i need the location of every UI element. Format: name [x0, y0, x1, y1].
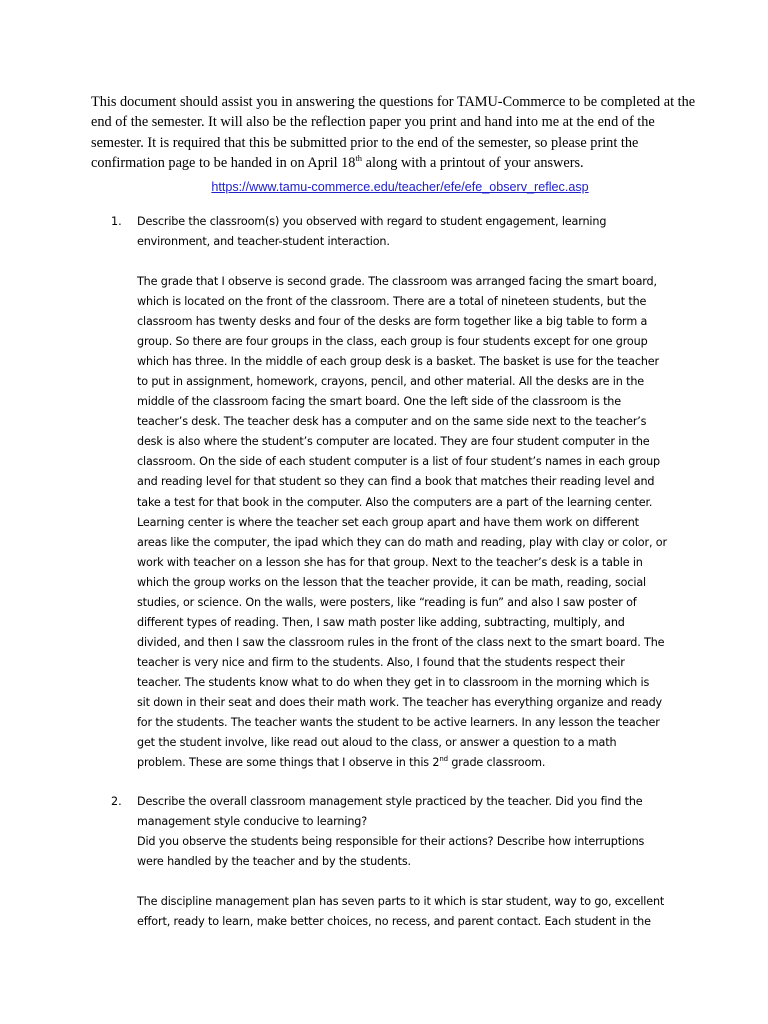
intro-line: semester. It is required that this be submitted prior to the end of the semester, so please print the: [91, 134, 639, 151]
answer-line: classroom has twenty desks and four of the desks are form together like a big table to form a: [137, 315, 648, 329]
answer-line: divided, and then I saw the classroom rules in the front of the class next to the smart board. The: [137, 635, 665, 649]
answer-line: work with teacher on a lesson she has for that group. Next to the teacher’s desk is a table in: [137, 555, 643, 569]
answer-line: The grade that I observe is second grade. The classroom was arranged facing the smart board,: [137, 275, 657, 288]
answer-line: to put in assignment, homework, crayons, pencil, and other material. All the desks are in the: [137, 375, 645, 389]
answer-line: which is located on the front of the classroom. There are a total of nineteen students, but the: [137, 295, 647, 309]
answer-line: middle of the classroom facing the smart board. One the left side of the classroom is the: [137, 395, 621, 409]
ordinal-suffix: th: [355, 152, 363, 163]
answer-line: take a test for that book in the computer. Also the computers are a part of the learning center.: [137, 495, 653, 509]
answer-line: get the student involve, like read out aloud to the class, or answer a question to a math: [137, 736, 617, 750]
answer-line: teacher is very nice and firm to the students. Also, I found that the students respect their: [137, 655, 625, 669]
question-2-number: 2.: [111, 795, 122, 808]
answer-line: classroom. On the side of each student computer is a list of four student’s names in each group: [137, 455, 660, 469]
intro-line: end of the semester. It will also be the reflection paper you print and hand into me at the end of the: [91, 114, 655, 131]
question-1-prompt: Describe the classroom(s) you observed with regard to student engagement, learning environment, and teacher-student interaction.: [137, 215, 607, 249]
answer-line: areas like the computer, the ipad which they can do math and reading, play with clay or color, or: [137, 535, 667, 549]
answer-line: group. So there are four groups in the class, each group is four students except for one group: [137, 335, 648, 349]
reflection-link-row: [0, 178, 768, 196]
ordinal-suffix: nd: [439, 755, 448, 764]
question-1-number: 1.: [111, 215, 122, 228]
answer-line: which the group works on the lesson that the teacher provide, it can be math, reading, social: [137, 575, 646, 589]
intro-line-deadline: confirmation page to be handed in on April 18th along with a printout of your answers.: [91, 152, 584, 171]
question-2-answer: [137, 892, 682, 932]
answer-line: different types of reading. Then, I saw math poster like adding, subtracting, multiply, and: [137, 615, 625, 629]
answer-line: which has three. In the middle of each group desk is a basket. The basket is use for the teacher: [137, 355, 659, 369]
reflection-url-link[interactable]: https://www.tamu-commerce.edu/teacher/efe/efe_observ_reflec.asp: [211, 180, 589, 194]
answer-line: teacher. The students know what to do when they get in to classroom in the morning which is: [137, 675, 650, 689]
answer-line: Learning center is where the teacher set each group apart and have them work on different: [137, 515, 639, 529]
answer-line: desk is also where the student’s computer are located. They are four student computer in the: [137, 435, 650, 449]
answer-line: effort, ready to learn, make better choices, no recess, and parent contact. Each student in the: [137, 915, 651, 929]
intro-line: This document should assist you in answering the questions for TAMU-Commerce to be completed at the: [91, 94, 696, 110]
answer-line: and reading level for that student so they can find a book that matches their reading level and: [137, 475, 655, 489]
intro-paragraph: [91, 92, 696, 173]
answer-line-last: problem. These are some things that I observe in this 2nd grade classroom.: [137, 755, 546, 770]
answer-line: for the students. The teacher wants the student to be active learners. In any lesson the teacher: [137, 716, 660, 730]
answer-line: studies, or science. On the walls, were posters, like “reading is fun” and also I saw poster of: [137, 595, 637, 609]
question-2-prompt: Describe the overall classroom management style practiced by the teacher. Did you find the management style conducive to learning? Did you observe the students being responsible for their actions? Describe how interruptions were handled by the teacher and by the students.: [137, 795, 645, 869]
answer-line: sit down in their seat and does their math work. The teacher has everything organize and ready: [137, 695, 662, 709]
answer-line: teacher’s desk. The teacher desk has a computer and on the same side next to the teacher’s: [137, 415, 647, 429]
question-1-answer: [137, 272, 682, 773]
answer-line: The discipline management plan has seven parts to it which is star student, way to go, excellent: [137, 895, 665, 908]
